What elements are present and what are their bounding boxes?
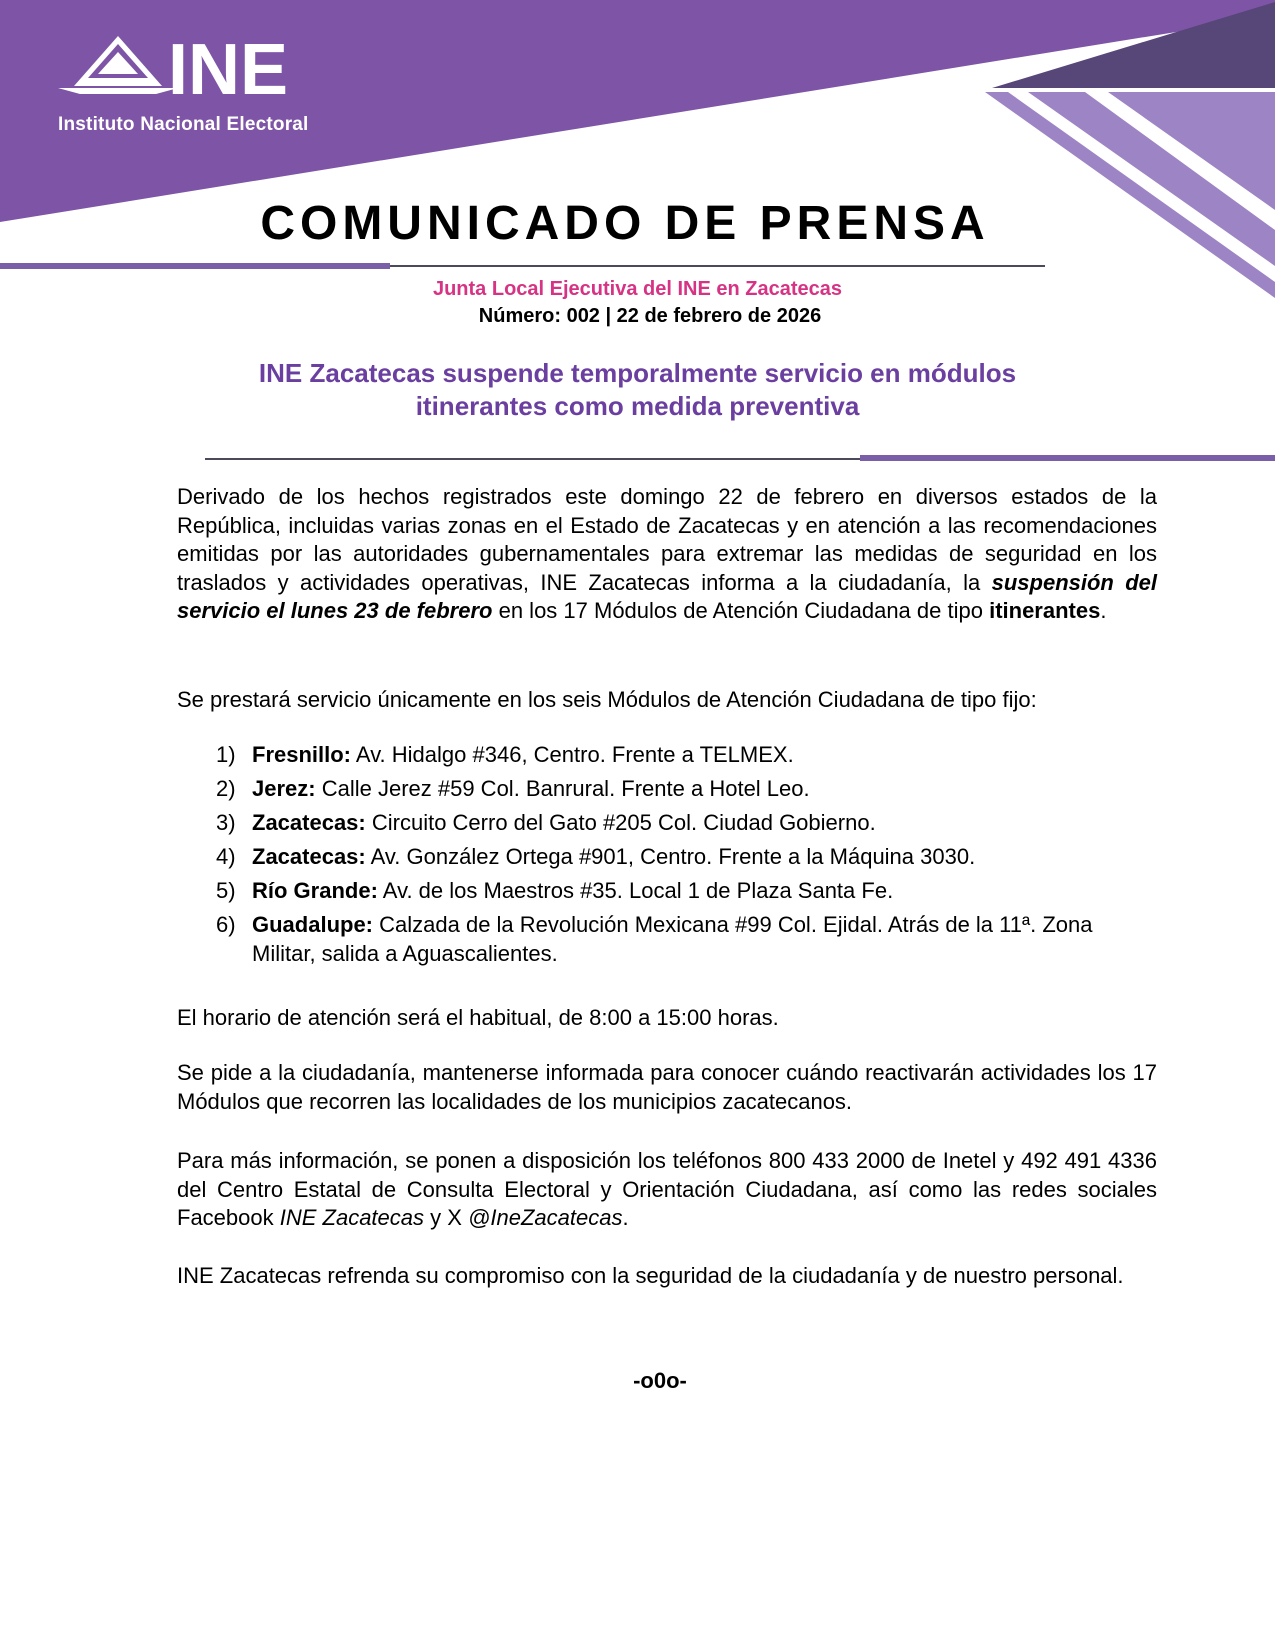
ine-emblem-icon: [58, 36, 378, 112]
list-number: 4): [216, 844, 236, 869]
p1-bold: itinerantes: [989, 598, 1101, 623]
list-number: 6): [216, 912, 236, 937]
list-item: [177, 741, 1157, 770]
logo-caption: Instituto Nacional Electoral: [58, 114, 309, 135]
p1-text-c: en los 17 Módulos de Atención Ciudadana de tipo: [492, 598, 990, 623]
list-number: 2): [216, 776, 236, 801]
module-address: Av. González Ortega #901, Centro. Frente a la Máquina 3030.: [365, 844, 976, 869]
list-number: 5): [216, 878, 236, 903]
p1-emphasis: suspensión del servicio el lunes 23 de febrero: [177, 569, 1157, 623]
page-title: COMUNICADO DE PRENSA: [260, 197, 990, 250]
module-name: Río Grande:: [252, 878, 378, 903]
closing-mark: -o0o-: [633, 1368, 687, 1393]
paragraph-commitment: INE Zacatecas refrenda su compromiso con la seguridad de la ciudadanía y de nuestro personal.: [177, 1263, 1124, 1288]
module-address: Circuito Cerro del Gato #205 Col. Ciudad Gobierno.: [365, 810, 876, 835]
module-name: Zacatecas:: [252, 810, 366, 835]
module-address: Av. de los Maestros #35. Local 1 de Plaza Santa Fe.: [377, 878, 894, 903]
list-number: 1): [216, 742, 236, 767]
list-item: [177, 877, 1157, 906]
headline-accent-bar: [860, 455, 1275, 461]
p1-text-a: Derivado de los hechos registrados este domingo 22 de febrero en diversos estados de la República, incluidas varias zonas en el Estado de Zacatecas y en atención a las recomendaciones emitidas por las autoridades gubernamentales para extremar las medidas de seguridad en los traslados y actividades operativas, INE Zacatecas informa a la ciudadanía, la: [177, 484, 1157, 595]
module-name: Jerez:: [252, 776, 316, 801]
list-item: [177, 775, 1157, 804]
headline: [170, 357, 1105, 423]
list-item: [177, 843, 1157, 872]
list-number: 3): [216, 810, 236, 835]
module-name: Zacatecas:: [252, 844, 366, 869]
paragraph-schedule: El horario de atención será el habitual, de 8:00 a 15:00 horas.: [177, 1005, 779, 1030]
paragraph-stay-informed: Se pide a la ciudadanía, mantenerse informada para conocer cuándo reactivarán actividades los 17 Módulos que recorren las localidades de los municipios zacatecanos.: [177, 1060, 1157, 1114]
module-address: Calzada de la Revolución Mexicana #99 Col. Ejidal. Atrás de la 11ª. Zona Militar, salida a Aguascalientes.: [252, 912, 1093, 966]
logo-wordmark: INE: [168, 36, 289, 110]
release-number-date: Número: 002 | 22 de febrero de 2026: [478, 305, 822, 327]
headline-line-1: INE Zacatecas suspende temporalmente servicio en módulos: [258, 358, 1017, 388]
office-name: Junta Local Ejecutiva del INE en Zacatecas: [432, 278, 843, 300]
facebook-handle: INE Zacatecas: [279, 1205, 425, 1230]
p5-text-c: y X: [424, 1205, 469, 1230]
p5-text-a: Para más información, se ponen a disposición los teléfonos 800 433 2000 de Inetel y 492 491 4336 del Centro Estatal de Consulta Electoral y Orientación Ciudadana, así como las redes sociales Facebook: [177, 1148, 1157, 1230]
module-address: Calle Jerez #59 Col. Banrural. Frente a Hotel Leo.: [315, 776, 810, 801]
list-item: [177, 809, 1157, 838]
module-address: Av. Hidalgo #346, Centro. Frente a TELMEX.: [351, 742, 794, 767]
title-accent-bar: [0, 263, 390, 269]
x-handle: @IneZacatecas: [468, 1205, 623, 1230]
p5-text-e: .: [622, 1205, 629, 1230]
paragraph-fixed-modules: Se prestará servicio únicamente en los seis Módulos de Atención Ciudadana de tipo fijo:: [177, 687, 1037, 712]
list-item: [177, 911, 1157, 968]
paragraph-contact: [177, 1147, 1157, 1233]
modules-list: [177, 741, 1157, 974]
module-name: Guadalupe:: [252, 912, 374, 937]
headline-line-2: itinerantes como medida preventiva: [415, 391, 860, 421]
module-name: Fresnillo:: [252, 742, 352, 767]
paragraph-suspension: [177, 483, 1157, 626]
ine-logo: [58, 36, 378, 146]
p1-text-e: .: [1100, 598, 1107, 623]
